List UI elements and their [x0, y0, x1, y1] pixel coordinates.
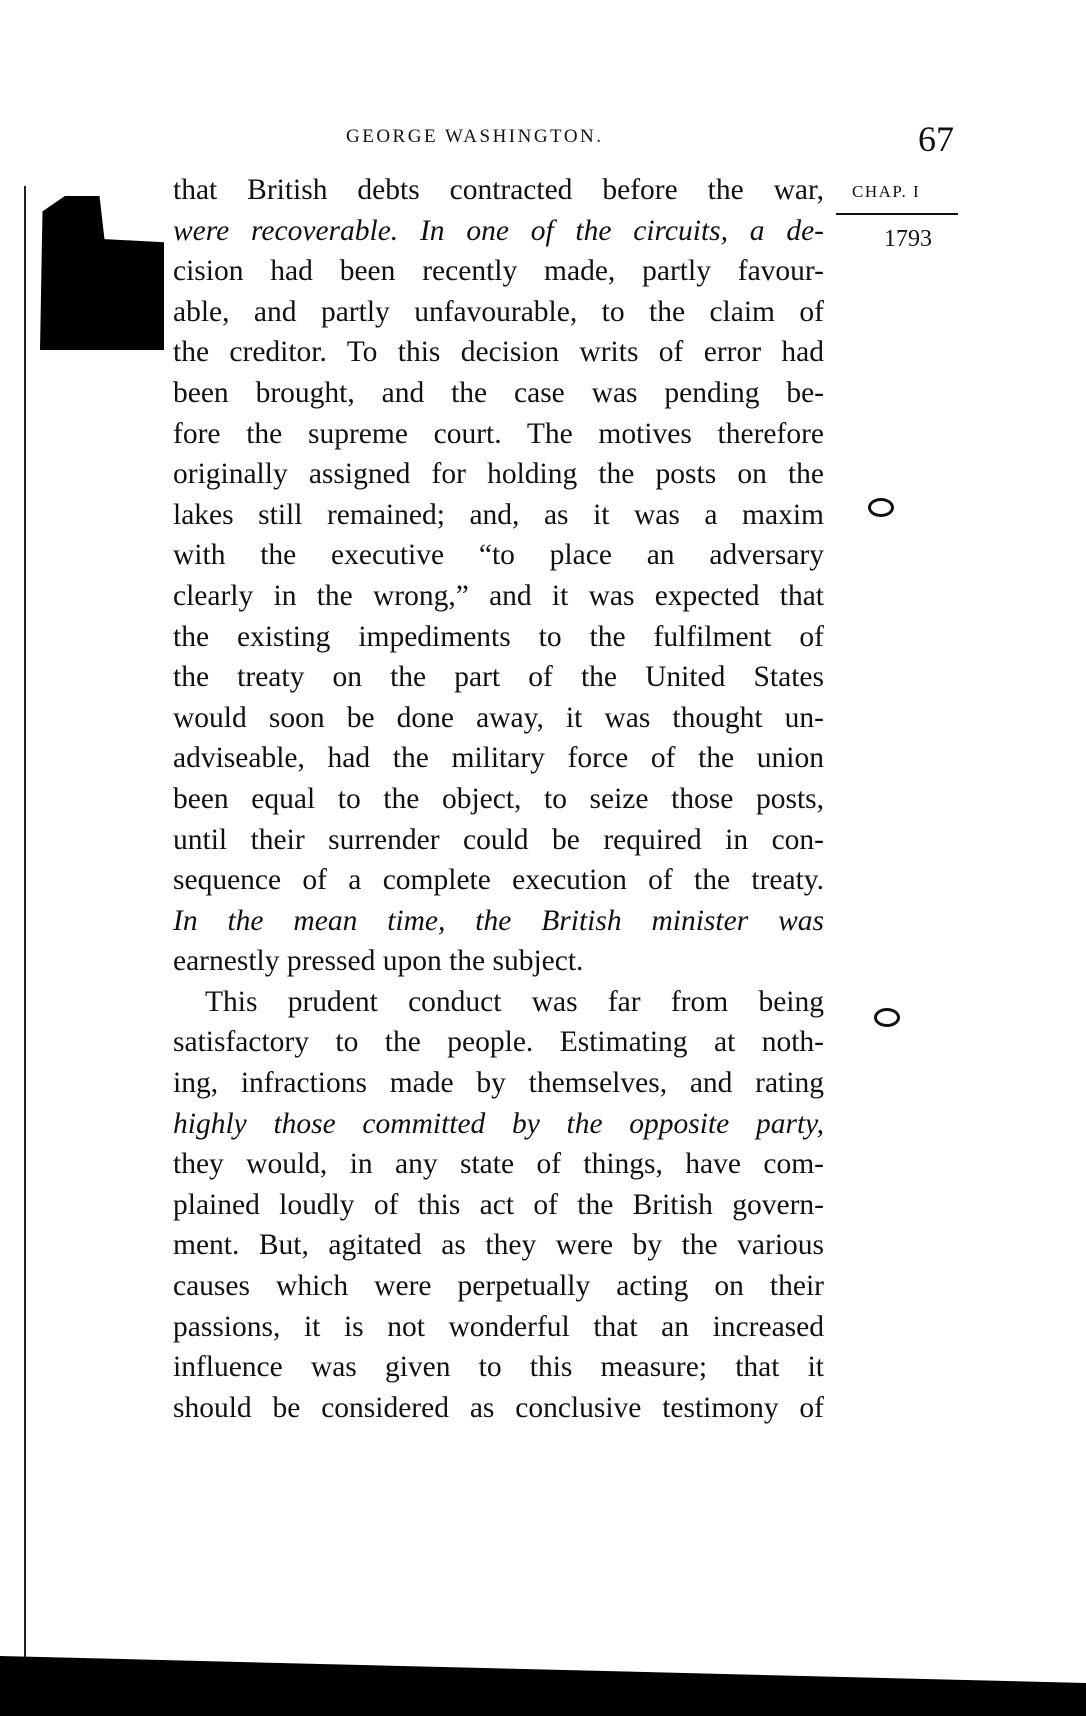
running-head: GEORGE WASHINGTON. [346, 126, 604, 147]
text-line: the existing impediments to the fulfilment of [173, 620, 824, 653]
text-line: ing, infractions made by themselves, and rating [173, 1067, 824, 1100]
scan-edge-line [24, 186, 26, 1674]
text-line: should be considered as conclusive testimony of [173, 1391, 824, 1424]
margin-year: 1793 [884, 226, 932, 252]
body-text [173, 170, 824, 1428]
text-line: plained loudly of this act of the British govern- [173, 1188, 824, 1221]
text-line: In the mean time, the British minister was [173, 904, 824, 937]
text-line: cision had been recently made, partly favour- [173, 255, 824, 288]
text-line: causes which were perpetually acting on their [173, 1270, 824, 1303]
paragraph-1 [173, 170, 824, 982]
page-number: 67 [918, 119, 954, 159]
text-line: the treaty on the part of the United States [173, 661, 824, 694]
text-line: satisfactory to the people. Estimating at noth- [173, 1026, 824, 1059]
text-line: highly those committed by the opposite party, [173, 1107, 824, 1140]
text-line: been brought, and the case was pending be- [173, 376, 824, 409]
margin-chapter: CHAP. I [852, 182, 921, 201]
text-line: adviseable, had the military force of the union [173, 742, 824, 775]
paragraph-2 [173, 982, 824, 1429]
text-line: they would, in any state of things, have com- [173, 1148, 824, 1181]
text-line: fore the supreme court. The motives therefore [173, 417, 824, 450]
text-line: been equal to the object, to seize those posts, [173, 782, 824, 815]
scan-bottom-shadow [0, 1656, 1086, 1716]
text-line: This prudent conduct was far from being [205, 985, 824, 1018]
margin-circle-mark [868, 498, 894, 517]
text-line: earnestly pressed upon the subject. [173, 945, 584, 978]
margin-rule [836, 213, 958, 215]
text-line: that British debts contracted before the war, [173, 174, 824, 206]
text-line: originally assigned for holding the posts on the [173, 458, 824, 491]
text-line: passions, it is not wonderful that an increased [173, 1310, 824, 1343]
text-line: able, and partly unfavourable, to the claim of [173, 295, 824, 328]
text-line: were recoverable. In one of the circuits, a de- [173, 214, 824, 247]
scan-ink-blot [40, 196, 164, 350]
text-line: until their surrender could be required in con- [173, 823, 824, 856]
text-line: the creditor. To this decision writs of error had [173, 336, 824, 369]
text-line: clearly in the wrong,” and it was expected that [173, 579, 824, 612]
text-line: ment. But, agitated as they were by the various [173, 1229, 824, 1262]
text-line: lakes still remained; and, as it was a maxim [173, 498, 824, 531]
text-line: would soon be done away, it was thought un- [173, 701, 824, 734]
margin-circle-mark [874, 1008, 900, 1027]
text-line: sequence of a complete execution of the treaty. [173, 864, 824, 897]
text-line: with the executive “to place an adversary [173, 539, 824, 572]
text-line: influence was given to this measure; that it [173, 1351, 824, 1384]
